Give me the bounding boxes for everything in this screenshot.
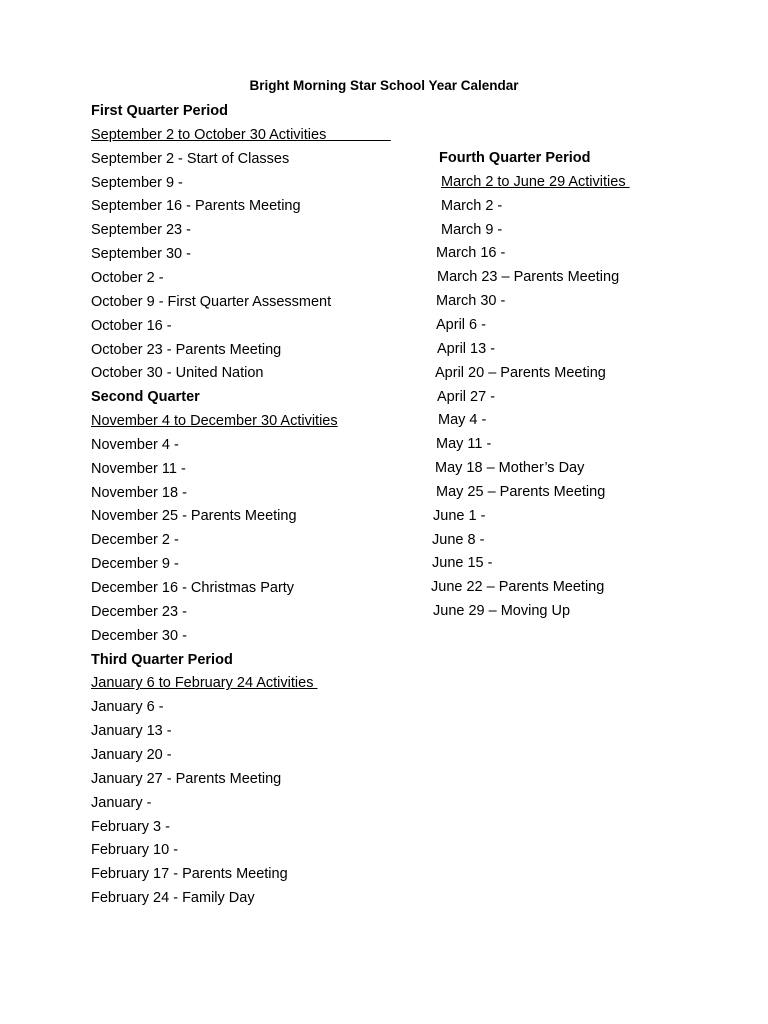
right-calendar-entry: April 20 – Parents Meeting: [435, 364, 606, 381]
left-calendar-entry: October 9 - First Quarter Assessment: [91, 293, 332, 310]
left-activities-range: January 6 to February 24 Activities: [91, 675, 318, 692]
left-calendar-entry: September 16 - Parents Meeting: [91, 198, 301, 215]
left-quarter-heading: First Quarter Period: [91, 103, 228, 119]
right-calendar-entry: June 1 -: [433, 507, 486, 524]
right-calendar-entry: April 27 -: [437, 388, 496, 405]
left-calendar-entry: November 18 -: [91, 484, 187, 501]
left-calendar-entry: January 6 -: [91, 699, 164, 716]
right-activities-range: March 2 to June 29 Activities: [441, 173, 630, 190]
left-calendar-entry: December 2 -: [91, 532, 179, 549]
left-calendar-entry: December 23 -: [91, 603, 187, 620]
left-calendar-entry: October 23 - Parents Meeting: [91, 341, 282, 358]
right-calendar-entry: June 29 – Moving Up: [433, 603, 571, 620]
left-calendar-entry: February 3 -: [91, 818, 170, 835]
right-calendar-entry: March 2 -: [441, 197, 503, 214]
right-calendar-entry: April 6 -: [436, 316, 486, 333]
left-calendar-entry: December 9 -: [91, 556, 179, 573]
left-calendar-entry: January 27 - Parents Meeting: [91, 770, 282, 787]
right-calendar-entry: March 16 -: [436, 245, 506, 262]
left-calendar-entry: December 30 -: [91, 627, 187, 644]
left-calendar-entry: November 25 - Parents Meeting: [91, 508, 297, 525]
right-calendar-entry: June 8 -: [432, 531, 485, 548]
right-calendar-entry: May 25 – Parents Meeting: [436, 483, 606, 500]
left-calendar-entry: September 9 -: [91, 174, 183, 191]
left-calendar-entry: November 11 -: [91, 460, 186, 477]
left-calendar-entry: November 4 -: [91, 436, 179, 453]
right-quarter-heading: Fourth Quarter Period: [439, 150, 591, 166]
left-calendar-entry: October 30 - United Nation: [91, 365, 264, 382]
right-calendar-entry: May 11 -: [436, 436, 492, 453]
left-calendar-entry: December 16 - Christmas Party: [91, 580, 295, 596]
left-calendar-entry: September 30 -: [91, 246, 191, 263]
right-calendar-entry: March 9 -: [441, 221, 503, 238]
left-quarter-heading: Second Quarter: [91, 389, 200, 406]
right-calendar-entry: June 22 – Parents Meeting: [431, 579, 605, 596]
left-calendar-entry: January -: [91, 794, 152, 811]
left-activities-range: September 2 to October 30 Activities: [91, 126, 391, 143]
left-calendar-entry: January 13 -: [91, 723, 172, 740]
right-calendar-entry: April 13 -: [437, 340, 496, 357]
left-activities-range: November 4 to December 30 Activities: [91, 413, 338, 430]
left-calendar-entry: October 16 -: [91, 317, 172, 334]
right-calendar-entry: June 15 -: [432, 555, 493, 572]
right-calendar-entry: March 23 – Parents Meeting: [437, 269, 620, 286]
left-calendar-entry: October 2 -: [91, 269, 164, 286]
left-quarter-heading: Third Quarter Period: [91, 651, 233, 668]
left-calendar-entry: September 23 -: [91, 222, 191, 239]
right-calendar-entry: May 18 – Mother’s Day: [435, 460, 585, 477]
left-calendar-entry: January 20 -: [91, 746, 172, 763]
right-calendar-entry: May 4 -: [438, 412, 487, 429]
right-calendar-entry: March 30 -: [436, 293, 506, 310]
left-calendar-entry: September 2 - Start of Classes: [91, 150, 290, 167]
left-calendar-entry: February 10 -: [91, 842, 179, 859]
left-calendar-entry: February 17 - Parents Meeting: [91, 866, 288, 883]
left-calendar-entry: February 24 - Family Day: [91, 890, 255, 907]
document-title: Bright Morning Star School Year Calendar: [249, 78, 519, 93]
